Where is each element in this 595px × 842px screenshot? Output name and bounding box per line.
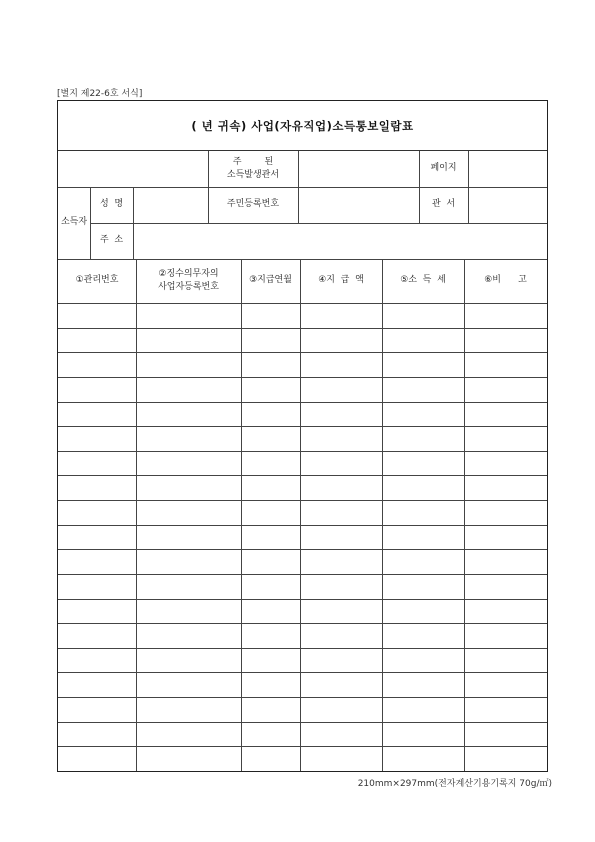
table-cell-payment-month[interactable] — [241, 525, 300, 550]
income-earner-label: 소득자 — [60, 217, 88, 228]
table-cell-payment-month[interactable] — [241, 648, 300, 673]
table-cell-income-tax[interactable] — [382, 574, 464, 599]
table-cell-payment-month[interactable] — [241, 697, 300, 722]
table-cell-payment-month[interactable] — [241, 303, 300, 328]
table-cell-income-tax[interactable] — [382, 352, 464, 377]
form-number-label: [별지 제22-6호 서식] — [57, 89, 143, 99]
income-report-form — [57, 100, 548, 772]
table-cell-payment-amount[interactable] — [300, 377, 382, 402]
table-cell-remarks[interactable] — [464, 697, 547, 722]
table-cell-payment-amount[interactable] — [300, 722, 382, 747]
table-cell-remarks[interactable] — [464, 352, 547, 377]
col-header-payment-month: ③지급연월 — [249, 275, 292, 286]
col-header-withholder-registration-number: ②징수의무자의 사업자등록번호 — [158, 268, 219, 292]
table-cell-payment-amount[interactable] — [300, 426, 382, 451]
table-cell-remarks[interactable] — [464, 746, 547, 771]
table-cell-payment-amount[interactable] — [300, 328, 382, 353]
table-cell-income-tax[interactable] — [382, 377, 464, 402]
col-header-income-tax: ⑤소 득 세 — [400, 275, 446, 286]
table-cell-payment-month[interactable] — [241, 500, 300, 525]
table-cell-management-number[interactable] — [58, 722, 136, 747]
table-cell-withholder-registration-number[interactable] — [136, 549, 241, 574]
table-cell-remarks[interactable] — [464, 426, 547, 451]
table-cell-income-tax[interactable] — [382, 599, 464, 624]
table-cell-management-number[interactable] — [58, 451, 136, 476]
table-cell-withholder-registration-number[interactable] — [136, 475, 241, 500]
table-cell-management-number[interactable] — [58, 549, 136, 574]
table-cell-payment-amount[interactable] — [300, 303, 382, 328]
table-cell-payment-month[interactable] — [241, 574, 300, 599]
table-cell-withholder-registration-number[interactable] — [136, 672, 241, 697]
table-cell-management-number[interactable] — [58, 328, 136, 353]
table-cell-withholder-registration-number[interactable] — [136, 574, 241, 599]
table-cell-remarks[interactable] — [464, 377, 547, 402]
table-cell-payment-amount[interactable] — [300, 475, 382, 500]
table-cell-management-number[interactable] — [58, 352, 136, 377]
table-cell-remarks[interactable] — [464, 574, 547, 599]
table-cell-management-number[interactable] — [58, 377, 136, 402]
table-cell-withholder-registration-number[interactable] — [136, 352, 241, 377]
table-cell-withholder-registration-number[interactable] — [136, 722, 241, 747]
table-cell-payment-month[interactable] — [241, 599, 300, 624]
table-cell-payment-month[interactable] — [241, 352, 300, 377]
table-cell-remarks[interactable] — [464, 303, 547, 328]
table-cell-management-number[interactable] — [58, 648, 136, 673]
table-cell-payment-amount[interactable] — [300, 648, 382, 673]
table-cell-withholder-registration-number[interactable] — [136, 697, 241, 722]
table-cell-income-tax[interactable] — [382, 672, 464, 697]
table-cell-withholder-registration-number[interactable] — [136, 623, 241, 648]
table-cell-payment-month[interactable] — [241, 328, 300, 353]
table-cell-remarks[interactable] — [464, 402, 547, 427]
table-cell-payment-month[interactable] — [241, 722, 300, 747]
table-cell-management-number[interactable] — [58, 672, 136, 697]
table-cell-remarks[interactable] — [464, 648, 547, 673]
table-cell-management-number[interactable] — [58, 500, 136, 525]
table-cell-management-number[interactable] — [58, 475, 136, 500]
table-cell-withholder-registration-number[interactable] — [136, 451, 241, 476]
office-field[interactable] — [468, 187, 547, 223]
table-cell-withholder-registration-number[interactable] — [136, 648, 241, 673]
table-cell-remarks[interactable] — [464, 549, 547, 574]
table-cell-withholder-registration-number[interactable] — [136, 303, 241, 328]
table-cell-income-tax[interactable] — [382, 623, 464, 648]
table-cell-payment-amount[interactable] — [300, 599, 382, 624]
table-cell-payment-amount[interactable] — [300, 402, 382, 427]
table-cell-remarks[interactable] — [464, 328, 547, 353]
table-cell-payment-month[interactable] — [241, 377, 300, 402]
table-cell-withholder-registration-number[interactable] — [136, 599, 241, 624]
table-cell-payment-amount[interactable] — [300, 525, 382, 550]
table-cell-withholder-registration-number[interactable] — [136, 500, 241, 525]
table-cell-income-tax[interactable] — [382, 549, 464, 574]
table-cell-income-tax[interactable] — [382, 722, 464, 747]
table-cell-payment-month[interactable] — [241, 451, 300, 476]
table-cell-payment-month[interactable] — [241, 623, 300, 648]
table-cell-income-tax[interactable] — [382, 402, 464, 427]
table-cell-income-tax[interactable] — [382, 328, 464, 353]
table-cell-payment-amount[interactable] — [300, 746, 382, 771]
table-cell-management-number[interactable] — [58, 303, 136, 328]
table-cell-income-tax[interactable] — [382, 500, 464, 525]
resident-number-label: 주민등록번호 — [226, 199, 280, 210]
table-cell-income-tax[interactable] — [382, 451, 464, 476]
table-cell-management-number[interactable] — [58, 574, 136, 599]
table-cell-payment-amount[interactable] — [300, 574, 382, 599]
col-header-remarks: ⑥비 고 — [484, 275, 527, 286]
table-cell-payment-month[interactable] — [241, 426, 300, 451]
office-label: 관 서 — [431, 199, 456, 210]
form-title: ( 년 귀속) 사업(자유직업)소득통보일람표 — [58, 101, 547, 151]
table-cell-management-number[interactable] — [58, 623, 136, 648]
table-cell-remarks[interactable] — [464, 525, 547, 550]
table-cell-payment-amount[interactable] — [300, 549, 382, 574]
table-cell-withholder-registration-number[interactable] — [136, 402, 241, 427]
table-cell-income-tax[interactable] — [382, 426, 464, 451]
table-cell-payment-amount[interactable] — [300, 672, 382, 697]
table-cell-management-number[interactable] — [58, 697, 136, 722]
table-cell-withholder-registration-number[interactable] — [136, 377, 241, 402]
table-cell-payment-month[interactable] — [241, 672, 300, 697]
paper-spec-footer: 210mm×297mm(전자계산기용기록지 70g/㎡) — [357, 779, 552, 789]
table-cell-payment-month[interactable] — [241, 402, 300, 427]
table-cell-income-tax[interactable] — [382, 475, 464, 500]
table-cell-remarks[interactable] — [464, 672, 547, 697]
table-cell-withholder-registration-number[interactable] — [136, 328, 241, 353]
table-cell-income-tax[interactable] — [382, 303, 464, 328]
table-cell-remarks[interactable] — [464, 451, 547, 476]
table-cell-management-number[interactable] — [58, 599, 136, 624]
table-cell-remarks[interactable] — [464, 599, 547, 624]
main-office-label: 주 된 소득발생관서 — [226, 156, 280, 180]
table-cell-payment-amount[interactable] — [300, 697, 382, 722]
table-cell-payment-amount[interactable] — [300, 500, 382, 525]
col-header-management-number: ①관리번호 — [75, 275, 119, 286]
table-cell-withholder-registration-number[interactable] — [136, 525, 241, 550]
table-cell-withholder-registration-number[interactable] — [136, 746, 241, 771]
main-office-field[interactable] — [298, 151, 419, 187]
table-cell-remarks[interactable] — [464, 722, 547, 747]
table-cell-payment-amount[interactable] — [300, 623, 382, 648]
table-cell-management-number[interactable] — [58, 426, 136, 451]
table-cell-remarks[interactable] — [464, 623, 547, 648]
table-cell-remarks[interactable] — [464, 475, 547, 500]
table-cell-income-tax[interactable] — [382, 648, 464, 673]
table-cell-management-number[interactable] — [58, 746, 136, 771]
table-cell-income-tax[interactable] — [382, 697, 464, 722]
resident-number-field[interactable] — [298, 187, 419, 223]
table-cell-withholder-registration-number[interactable] — [136, 426, 241, 451]
page-field[interactable] — [468, 151, 547, 187]
address-label: 주 소 — [99, 235, 124, 246]
table-cell-management-number[interactable] — [58, 525, 136, 550]
table-cell-remarks[interactable] — [464, 500, 547, 525]
address-field[interactable] — [133, 223, 547, 259]
table-cell-payment-month[interactable] — [241, 746, 300, 771]
table-cell-payment-month[interactable] — [241, 475, 300, 500]
name-label: 성 명 — [99, 199, 124, 210]
page-label: 페이지 — [430, 163, 457, 174]
table-cell-management-number[interactable] — [58, 402, 136, 427]
table-cell-payment-amount[interactable] — [300, 451, 382, 476]
table-cell-income-tax[interactable] — [382, 746, 464, 771]
table-cell-payment-amount[interactable] — [300, 352, 382, 377]
table-cell-payment-month[interactable] — [241, 549, 300, 574]
name-field[interactable] — [133, 187, 208, 223]
table-cell-income-tax[interactable] — [382, 525, 464, 550]
col-header-payment-amount: ④지 급 액 — [318, 275, 364, 286]
